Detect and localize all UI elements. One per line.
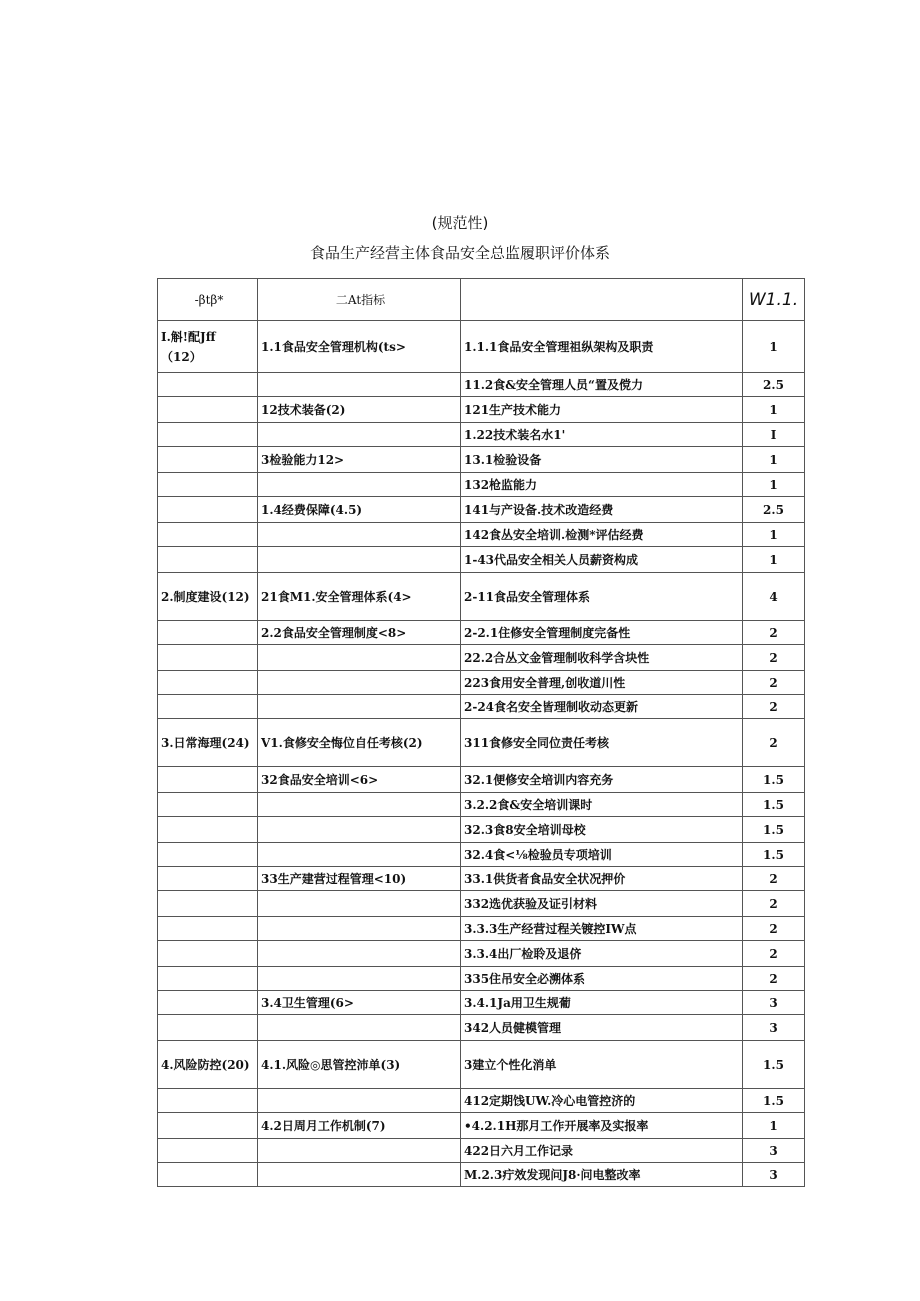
cell-level1: I.斛!配Jff （12）: [158, 321, 258, 373]
cell-level1: [158, 817, 258, 843]
table-row: [158, 573, 805, 621]
cell-level1: [158, 967, 258, 991]
cell-level3: 121生产技术能力: [461, 397, 743, 423]
cell-level1: [158, 473, 258, 497]
cell-weight: 1.5: [743, 1089, 805, 1113]
cell-level3: 422日六月工作记录: [461, 1139, 743, 1163]
cell-level3: 13.1检验设备: [461, 447, 743, 473]
cell-level2: [258, 941, 461, 967]
cell-level2: [258, 547, 461, 573]
cell-level2: 2.2食品安全管理制度<8>: [258, 621, 461, 645]
cell-level2: [258, 793, 461, 817]
cell-weight: 2: [743, 671, 805, 695]
cell-level1: [158, 695, 258, 719]
table-row: [158, 621, 805, 645]
cell-level2: [258, 967, 461, 991]
cell-weight: 3: [743, 1139, 805, 1163]
table-row: [158, 867, 805, 891]
cell-level1: [158, 867, 258, 891]
cell-level1: [158, 941, 258, 967]
cell-weight: 2.5: [743, 373, 805, 397]
cell-weight: 2: [743, 917, 805, 941]
cell-level1: 2.制度建设(12): [158, 573, 258, 621]
cell-level3: 311食修安全同位责任考核: [461, 719, 743, 767]
cell-level1: [158, 645, 258, 671]
cell-level3: 33.1供货者食品安全状况押价: [461, 867, 743, 891]
document-subtitle: (规范性): [431, 214, 489, 232]
cell-level3: 32.1便修安全培训内容充务: [461, 767, 743, 793]
cell-weight: 1: [743, 1113, 805, 1139]
table-row: [158, 719, 805, 767]
cell-level2: [258, 671, 461, 695]
cell-level1: [158, 1163, 258, 1187]
table-row: [158, 1113, 805, 1139]
cell-weight: 3: [743, 1015, 805, 1041]
cell-weight: I: [743, 423, 805, 447]
cell-weight: 1: [743, 473, 805, 497]
cell-level3: 2-2.1住修安全管理制度完备性: [461, 621, 743, 645]
cell-level1: 4.风险防控(20): [158, 1041, 258, 1089]
cell-level1: [158, 917, 258, 941]
cell-level2: [258, 373, 461, 397]
cell-level1: [158, 621, 258, 645]
table-row: [158, 793, 805, 817]
table-row: [158, 645, 805, 671]
cell-level1: [158, 793, 258, 817]
table-row: [158, 695, 805, 719]
cell-level2: 1.1食品安全管理机构(ts>: [258, 321, 461, 373]
cell-weight: 2: [743, 967, 805, 991]
cell-level1: [158, 497, 258, 523]
cell-level1: [158, 423, 258, 447]
cell-level1: [158, 1113, 258, 1139]
cell-weight: 2: [743, 941, 805, 967]
cell-level2: [258, 1015, 461, 1041]
header-level1: -βtβ*: [158, 279, 258, 321]
cell-level3: 223食用安全普理,创收道川性: [461, 671, 743, 695]
cell-level2: 3.4卫生管理(6>: [258, 991, 461, 1015]
cell-level3: 141与产设备.技术改造经费: [461, 497, 743, 523]
cell-level3: 132枪监能力: [461, 473, 743, 497]
cell-weight: 1.5: [743, 1041, 805, 1089]
cell-level1: [158, 991, 258, 1015]
cell-level1: [158, 373, 258, 397]
cell-weight: 2: [743, 695, 805, 719]
table-row: [158, 1089, 805, 1113]
cell-weight: 2.5: [743, 497, 805, 523]
cell-weight: 1.5: [743, 767, 805, 793]
cell-level2: [258, 917, 461, 941]
table-row: [158, 423, 805, 447]
table-row: [158, 1041, 805, 1089]
cell-level3: 412定期饯UW.冷心电管控济的: [461, 1089, 743, 1113]
cell-level3: •4.2.1H那月工作开展率及实报率: [461, 1113, 743, 1139]
cell-level3: 332选优获验及证引材料: [461, 891, 743, 917]
cell-weight: 3: [743, 1163, 805, 1187]
table-row: [158, 1015, 805, 1041]
cell-level3: M.2.3疔效发现问J8·问电整改率: [461, 1163, 743, 1187]
cell-level3: 3.4.1Ja用卫生规葡: [461, 991, 743, 1015]
cell-level2: [258, 645, 461, 671]
cell-level2: 1.4经费保障(4.5): [258, 497, 461, 523]
table-row: [158, 1139, 805, 1163]
cell-level1: [158, 671, 258, 695]
cell-level3: 1.1.1食品安全管理祖纵架构及职责: [461, 321, 743, 373]
cell-level1: [158, 523, 258, 547]
cell-weight: 1: [743, 397, 805, 423]
cell-level3: 3.3.4出厂检聆及退侪: [461, 941, 743, 967]
table-row: [158, 547, 805, 573]
table-row: [158, 891, 805, 917]
cell-level1: 3.日常海理(24): [158, 719, 258, 767]
cell-level3: 1.22技术装名水1': [461, 423, 743, 447]
table-row: [158, 373, 805, 397]
cell-level1: [158, 767, 258, 793]
cell-level3: 32.3食8安全培训母校: [461, 817, 743, 843]
cell-level3: 22.2合丛文金管理制收科学含块性: [461, 645, 743, 671]
cell-level2: 3检验能力12>: [258, 447, 461, 473]
cell-level2: [258, 523, 461, 547]
table-row: [158, 843, 805, 867]
cell-level3: 32.4食<⅛检验员专项培训: [461, 843, 743, 867]
table-row: [158, 497, 805, 523]
cell-level3: 2-11食品安全管理体系: [461, 573, 743, 621]
cell-weight: 2: [743, 867, 805, 891]
table-row: [158, 671, 805, 695]
cell-level2: [258, 817, 461, 843]
cell-weight: 1.5: [743, 793, 805, 817]
cell-weight: 2: [743, 719, 805, 767]
cell-level2: 33生产建营过程管理<10): [258, 867, 461, 891]
cell-level2: [258, 1089, 461, 1113]
cell-weight: 2: [743, 645, 805, 671]
cell-level1: [158, 547, 258, 573]
cell-level3: 11.2食&安全管理人员“置及傥力: [461, 373, 743, 397]
table-row: [158, 941, 805, 967]
cell-weight: 2: [743, 621, 805, 645]
table-row: [158, 1163, 805, 1187]
cell-level3: 3.3.3生产经营过程关镀控IW点: [461, 917, 743, 941]
table-row: [158, 321, 805, 373]
cell-weight: 4: [743, 573, 805, 621]
table-row: [158, 473, 805, 497]
cell-level2: 4.2日周月工作机制(7): [258, 1113, 461, 1139]
cell-level1: [158, 1139, 258, 1163]
cell-level3: 335住吊安全必溯体系: [461, 967, 743, 991]
cell-level2: [258, 843, 461, 867]
cell-level2: 32食品安全培训<6>: [258, 767, 461, 793]
table-row: [158, 447, 805, 473]
table-row: [158, 967, 805, 991]
document-title: 食品生产经营主体食品安全总监履职评价体系: [309, 244, 610, 262]
cell-level2: [258, 891, 461, 917]
cell-weight: 1: [743, 547, 805, 573]
cell-level1: [158, 447, 258, 473]
cell-level2: [258, 423, 461, 447]
cell-level2: 12技术装备(2): [258, 397, 461, 423]
cell-level3: 3建立个性化消单: [461, 1041, 743, 1089]
cell-level3: 2-24食名安全皆理制收动态更新: [461, 695, 743, 719]
header-weight: W1.1.: [743, 279, 805, 321]
cell-weight: 1.5: [743, 817, 805, 843]
table-row: [158, 991, 805, 1015]
cell-level1: [158, 397, 258, 423]
header-level2: 二At指标: [258, 279, 461, 321]
cell-weight: 1: [743, 523, 805, 547]
cell-weight: 2: [743, 891, 805, 917]
cell-weight: 3: [743, 991, 805, 1015]
table-row: [158, 817, 805, 843]
cell-level2: 21食M1.安全管理体系(4>: [258, 573, 461, 621]
cell-weight: 1: [743, 321, 805, 373]
table-row: [158, 767, 805, 793]
cell-level1: [158, 1015, 258, 1041]
cell-level2: 4.1.风险◎思管控沛单(3): [258, 1041, 461, 1089]
cell-level3: 3.2.2食&安全培训课时: [461, 793, 743, 817]
cell-level1: [158, 843, 258, 867]
cell-level2: [258, 473, 461, 497]
cell-weight: 1: [743, 447, 805, 473]
cell-level2: V1.食修安全悔位自任考核(2): [258, 719, 461, 767]
cell-level3: 1-43代品安全相关人员薪资构成: [461, 547, 743, 573]
table-row: [158, 397, 805, 423]
table-row: [158, 523, 805, 547]
cell-level3: 342人员健模管理: [461, 1015, 743, 1041]
cell-level2: [258, 695, 461, 719]
cell-level2: [258, 1139, 461, 1163]
cell-level1: [158, 1089, 258, 1113]
header-level3: [461, 279, 743, 321]
cell-level2: [258, 1163, 461, 1187]
cell-level1: [158, 891, 258, 917]
cell-level3: 142食丛安全培训.检测*评估经费: [461, 523, 743, 547]
table-row: [158, 917, 805, 941]
table-header-row: [158, 279, 805, 321]
cell-weight: 1.5: [743, 843, 805, 867]
evaluation-table: [157, 278, 805, 1187]
